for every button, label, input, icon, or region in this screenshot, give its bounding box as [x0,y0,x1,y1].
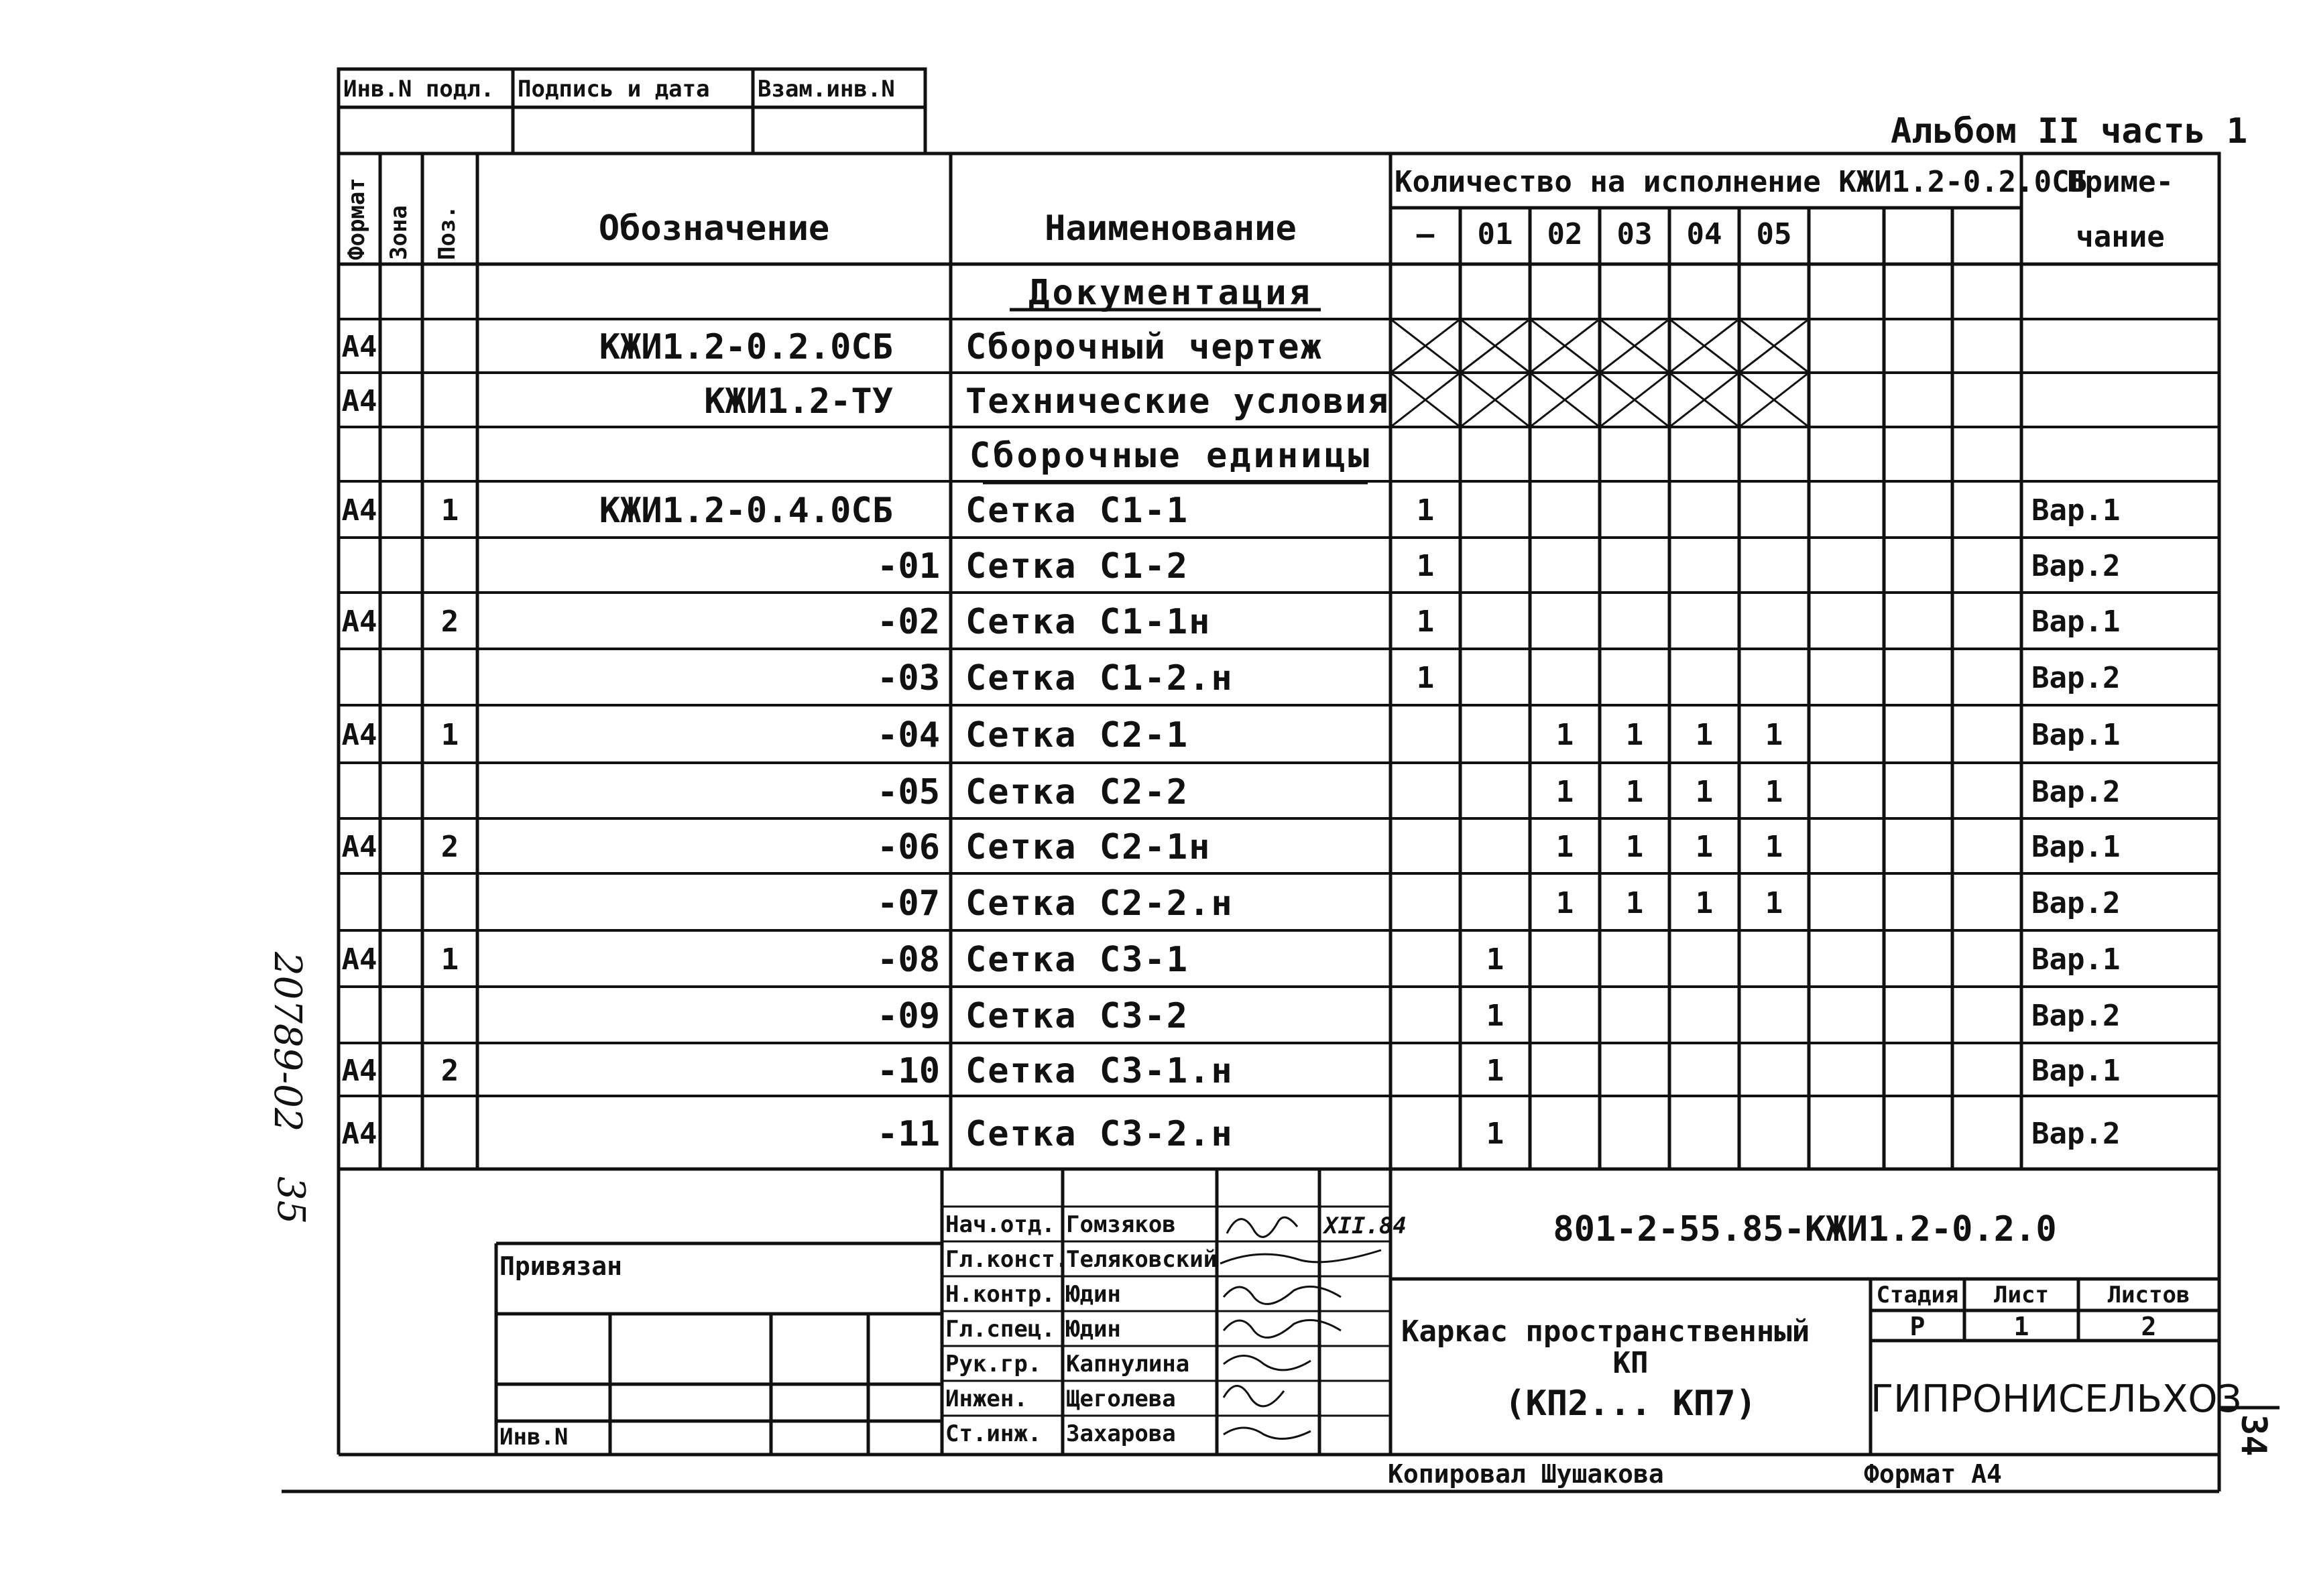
side-page: 35 [269,1176,312,1225]
sign-date: XII.84 [1324,1213,1407,1239]
role-label: Н.контр. [945,1281,1055,1308]
cell-designation: -07 [877,883,940,924]
cell-format: А4 [341,605,377,639]
cell-format: А4 [341,330,377,364]
organization: ГИПРОНИСЕЛЬХОЗ [1871,1377,2242,1421]
stadiya-label: Стадия [1876,1282,1959,1308]
cell-quantity: 1 [1486,1053,1504,1088]
person-name: Захарова [1066,1420,1176,1447]
role-label: Рук.гр. [945,1351,1042,1377]
cell-designation: -05 [877,772,940,812]
ispolnenie-1: 01 [1477,217,1513,251]
ispolnenie-2: 02 [1547,217,1583,251]
cell-format: А4 [341,1053,377,1088]
cell-note: Вар.1 [2031,493,2121,528]
cell-quantity: 1 [1555,830,1574,864]
cell-quantity: 1 [1486,1116,1504,1151]
cell-format: А4 [341,718,377,752]
header-zona: Зона [386,205,412,260]
header-note-1: Приме- [2067,165,2174,199]
role-label: Гл.спец. [945,1316,1055,1343]
cell-quantity: 1 [1695,885,1714,920]
person-name: Юдин [1066,1316,1121,1343]
cell-name: Сетка С2-1н [965,827,1211,867]
cell-note: Вар.2 [2031,999,2121,1033]
cell-note: Вар.2 [2031,1116,2121,1151]
cell-name: Сетка С1-1 [965,491,1189,531]
cell-designation: КЖИ1.2-0.2.0СБ [599,327,893,367]
person-name: Теляковский [1066,1246,1218,1273]
cell-format: А4 [341,830,377,864]
side-number: 20789-02 [265,952,309,1132]
role-label: Ст.инж. [945,1420,1042,1447]
ispolnenie-5: 05 [1756,217,1792,251]
cell-name: Сетка С1-2 [965,546,1189,587]
cell-note: Вар.1 [2031,830,2121,864]
cell-poz: 2 [440,830,459,864]
cell-name: Сетка С2-2 [965,772,1189,812]
cell-note: Вар.2 [2031,885,2121,920]
cell-designation: КЖИ1.2-0.4.0СБ [599,491,893,531]
cell-designation: -04 [877,715,940,755]
cell-quantity: 1 [1625,885,1644,920]
header-poz: Поз. [434,205,461,260]
privyazan-label: Привязан [499,1251,623,1281]
cell-quantity: 1 [1486,942,1504,977]
cell-name: Сетка С1-1н [965,602,1211,642]
footer-format: Формат А4 [1864,1459,2002,1489]
cell-name: Технические условия [965,381,1390,422]
header-quantity: Количество на исполнение КЖИ1.2-0.2.0СБ [1395,165,2088,199]
cell-designation: -06 [877,827,940,867]
cell-name: Сетка С3-1.н [965,1050,1234,1091]
header-designation: Обозначение [598,208,830,249]
cell-format: А4 [341,942,377,977]
cell-quantity: 1 [1555,774,1574,809]
header-format: Формат [343,178,370,260]
cell-quantity: 1 [1765,885,1783,920]
cell-poz: 1 [440,718,459,752]
cell-note: Вар.1 [2031,605,2121,639]
cell-designation: -09 [877,996,940,1036]
cell-quantity: 1 [1625,830,1644,864]
document-code: 801-2-55.85-КЖИ1.2-0.2.0 [1553,1209,2057,1249]
cell-note: Вар.2 [2031,549,2121,583]
listov-value: 2 [2141,1312,2157,1341]
cell-designation: -02 [877,602,940,642]
cell-quantity: 1 [1625,774,1644,809]
cell-name: Сетка С3-2 [965,996,1189,1036]
header-name: Наименование [1045,208,1297,249]
cell-quantity: 1 [1416,549,1435,583]
person-name: Юдин [1066,1281,1121,1308]
cell-format: А4 [341,493,377,528]
cell-name: Сетка С1-2.н [965,658,1234,698]
cell-name: Сборочный чертеж [965,327,1323,367]
cell-note: Вар.1 [2031,718,2121,752]
section-title: Документация [1028,273,1313,313]
cell-quantity: 1 [1416,493,1435,528]
role-label: Инжен. [945,1386,1028,1412]
cell-designation: -11 [877,1113,940,1154]
cell-quantity: 1 [1416,605,1435,639]
page-corner-number: 34 [2233,1414,2273,1457]
listov-label: Листов [2107,1282,2190,1308]
cell-poz: 2 [440,605,459,639]
cell-quantity: 1 [1765,774,1783,809]
ispolnenie-3: 03 [1616,217,1653,251]
cell-name: Сетка С2-1 [965,715,1189,755]
cell-name: Сетка С2-2.н [965,883,1234,924]
header-note-2: чание [2076,220,2165,254]
person-name: Капнулина [1066,1351,1190,1377]
copied-by: Копировал Шушакова [1388,1459,1664,1489]
ispolnenie-4: 04 [1686,217,1722,251]
cell-quantity: 1 [1695,718,1714,752]
stamp-vzam: Взам.инв.N [758,76,895,103]
cell-note: Вар.2 [2031,774,2121,809]
cell-quantity: 1 [1555,885,1574,920]
stamp-inv-podl: Инв.N подл. [343,76,495,103]
album-label: Альбом II часть 1 [1891,111,2248,151]
cell-note: Вар.2 [2031,661,2121,695]
cell-format: А4 [341,1116,377,1151]
cell-quantity: 1 [1416,661,1435,695]
ispolnenie-0: — [1416,217,1435,251]
stadiya-value: Р [1909,1312,1926,1341]
cell-quantity: 1 [1765,830,1783,864]
inv-n-label: Инв.N [499,1424,569,1451]
person-name: Гомзяков [1066,1211,1176,1238]
cell-poz: 2 [440,1053,459,1088]
role-label: Нач.отд. [945,1211,1055,1238]
role-label: Гл.конст. [945,1246,1069,1273]
title-line-1: Каркас пространственный [1401,1314,1810,1349]
cell-designation: -10 [877,1050,940,1091]
cell-format: А4 [341,383,377,418]
cell-quantity: 1 [1695,830,1714,864]
cell-note: Вар.1 [2031,1053,2121,1088]
cell-designation: -03 [877,658,940,698]
cell-note: Вар.1 [2031,942,2121,977]
cell-designation: -01 [877,546,940,587]
list-label: Лист [1994,1282,2049,1308]
cell-poz: 1 [440,942,459,977]
list-value: 1 [2013,1312,2029,1341]
person-name: Щеголева [1066,1386,1176,1412]
section-title: Сборочные единицы [969,435,1372,476]
cell-quantity: 1 [1625,718,1644,752]
title-line-3: (КП2... КП7) [1504,1384,1757,1424]
cell-designation: -08 [877,940,940,980]
cell-name: Сетка С3-2.н [965,1113,1234,1154]
cell-quantity: 1 [1765,718,1783,752]
cell-designation: КЖИ1.2-ТУ [704,381,893,422]
cell-poz: 1 [440,493,459,528]
cell-quantity: 1 [1486,999,1504,1033]
cell-quantity: 1 [1555,718,1574,752]
cell-name: Сетка С3-1 [965,940,1189,980]
cell-quantity: 1 [1695,774,1714,809]
stamp-podpis: Подпись и дата [518,76,710,103]
title-line-2: КП [1612,1346,1649,1380]
